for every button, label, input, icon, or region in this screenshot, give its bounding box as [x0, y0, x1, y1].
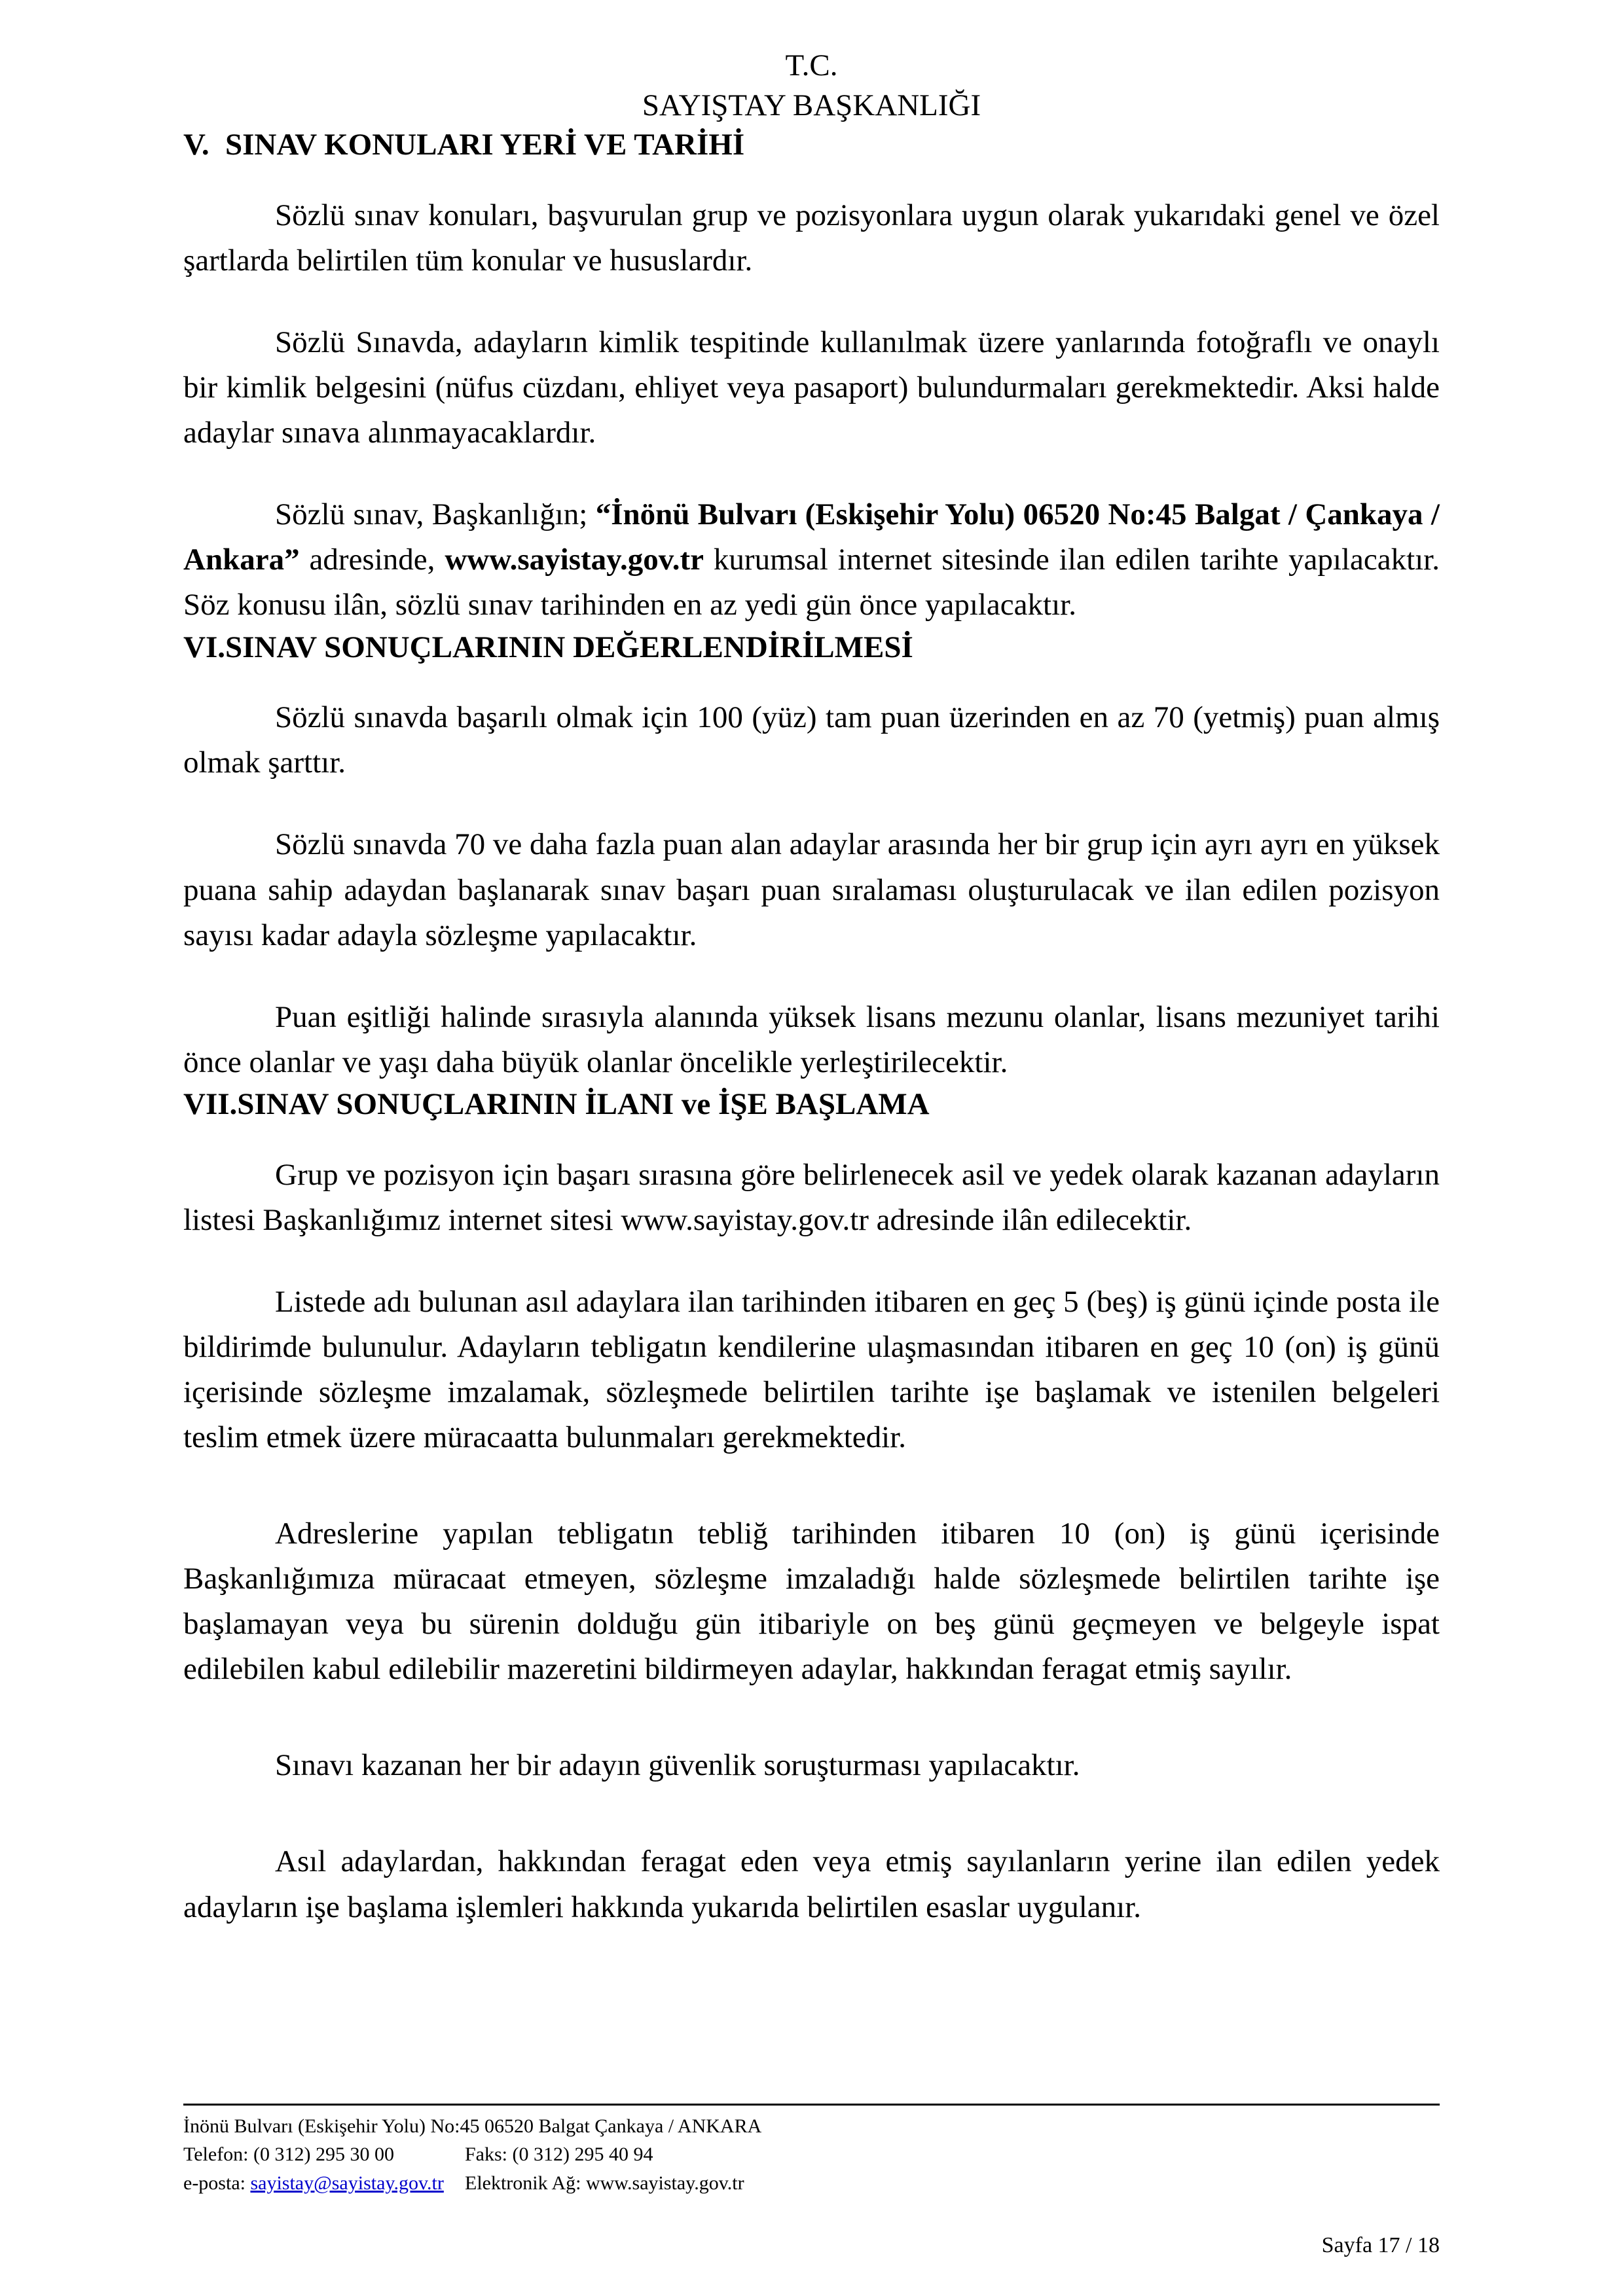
footer-contact-row-1	[183, 2140, 1440, 2169]
footer-fax: Faks: (0 312) 295 40 94	[465, 2144, 653, 2166]
paragraph-v-3-text-b: adresinde,	[299, 543, 445, 577]
paragraph-vii-4: Sınavı kazanan her bir adayın güvenlik soruşturması yapılacaktır.	[275, 1748, 1080, 1783]
page-number: Sayfa 17 / 18	[1321, 2233, 1440, 2257]
section-heading-v	[183, 126, 1440, 164]
paragraph-v-2: Sözlü Sınavda, adayların kimlik tespitinde kullanılmak üzere yanlarında fotoğraflı ve onaylı bir kimlik belgesini (nüfus cüzdanı, ehliyet veya pasaport) bulundurmaları gerekmektedir. Aksi halde adaylar sınava alınmayacaklardır.	[183, 325, 1440, 450]
website-bold: www.sayistay.gov.tr	[445, 543, 704, 577]
document-header	[183, 39, 1440, 126]
section-number-v: V.	[183, 128, 210, 162]
section-title-vi: SINAV SONUÇLARININ DEĞERLENDİRİLMESİ	[225, 630, 913, 664]
header-line-institution: SAYIŞTAY BAŞKANLIĞI	[642, 88, 981, 123]
paragraph-vi-3: Puan eşitliği halinde sırasıyla alanında yüksek lisans mezunu olanlar, lisans mezuniyet tarihi önce olanlar ve yaşı daha büyük olanlar öncelikle yerleştirilecektir.	[183, 999, 1440, 1079]
paragraph-vi-2: Sözlü sınavda 70 ve daha fazla puan alan adaylar arasında her bir grup için ayrı ayrı en yüksek puana sahip adaydan başlanarak sınav başarı puan sıralaması oluşturulacak ve ilan edilen pozisyon sayısı kadar adayla sözleşme yapılacaktır.	[183, 827, 1440, 952]
page-footer	[183, 2104, 1440, 2198]
section-number-vi: VI.	[183, 630, 225, 664]
header-line-tc: T.C.	[785, 48, 838, 82]
paragraph-vii-5: Asıl adaylardan, hakkından feragat eden veya etmiş sayılanların yerine ilan edilen yedek adayların işe başlama işlemleri hakkında yukarıda belirtilen esaslar uygulanır.	[183, 1844, 1440, 1924]
footer-email-label: e-posta:	[183, 2172, 251, 2195]
footer-contact-row-2	[183, 2169, 1440, 2198]
paragraph-v-3	[183, 492, 1440, 628]
section-title-vii: SINAV SONUÇLARININ İLANI ve İŞE BAŞLAMA	[237, 1086, 930, 1121]
section-title-v: SINAV KONULARI YERİ VE TARİHİ	[225, 128, 745, 162]
section-number-vii: VII.	[183, 1086, 238, 1121]
footer-divider	[183, 2104, 1440, 2106]
paragraph-v-1: Sözlü sınav konuları, başvurulan grup ve pozisyonlara uygun olarak yukarıdaki genel ve özel şartlarda belirtilen tüm konular ve hususlardır.	[183, 198, 1440, 278]
address-bold: “İnönü Bulvarı (Eskişehir Yolu) 06520 No:45 Balgat / Çankaya / Ankara”	[183, 497, 1440, 577]
footer-email	[183, 2169, 465, 2198]
paragraph-vii-3: Adreslerine yapılan tebligatın tebliğ tarihinden itibaren 10 (on) iş günü içerisinde Başkanlığımıza müracaat etmeyen, sözleşme imzaladığı halde sözleşmede belirtilen tarihte işe başlamayan veya bu sürenin dolduğu gün itibariyle on beş günü geçmeyen ve belgeyle ispat edilebilen kabul edilebilir mazeretini bildirmeyen adaylar, hakkından feragat etmiş sayılır.	[183, 1516, 1440, 1687]
section-heading-vi	[183, 628, 1440, 667]
paragraph-vii-1: Grup ve pozisyon için başarı sırasına göre belirlenecek asil ve yedek olarak kazanan adayların listesi Başkanlığımız internet sitesi www.sayistay.gov.tr adresinde ilân edilecektir.	[183, 1157, 1440, 1237]
paragraph-v-3-text-a: Sözlü sınav, Başkanlığın;	[275, 497, 596, 532]
footer-web: Elektronik Ağ: www.sayistay.gov.tr	[465, 2172, 744, 2195]
footer-email-link[interactable]: sayistay@sayistay.gov.tr	[250, 2172, 444, 2195]
section-heading-vii	[183, 1085, 1440, 1124]
paragraph-v-3-text-c: kurumsal internet sitesinde ilan edilen tarihte yapılacaktır. Söz konusu ilân, sözlü sınav tarihinden en az yedi gün önce yapılacaktır.	[183, 543, 1440, 622]
footer-address: İnönü Bulvarı (Eskişehir Yolu) No:45 06520 Balgat Çankaya / ANKARA	[183, 2115, 762, 2137]
footer-phone: Telefon: (0 312) 295 30 00	[183, 2144, 395, 2166]
paragraph-vii-2: Listede adı bulunan asıl adaylara ilan tarihinden itibaren en geç 5 (beş) iş günü içinde posta ile bildirimde bulunulur. Adayların tebligatın kendilerine ulaşmasından itibaren en geç 10 (on) iş günü içerisinde sözleşme imzalamak, sözleşmede belirtilen tarihte işe başlamak ve istenilen belgeleri teslim etmek üzere müracaatta bulunmaları gerekmektedir.	[183, 1284, 1440, 1454]
paragraph-vi-1: Sözlü sınavda başarılı olmak için 100 (yüz) tam puan üzerinden en az 70 (yetmiş) puan almış olmak şarttır.	[183, 700, 1440, 780]
